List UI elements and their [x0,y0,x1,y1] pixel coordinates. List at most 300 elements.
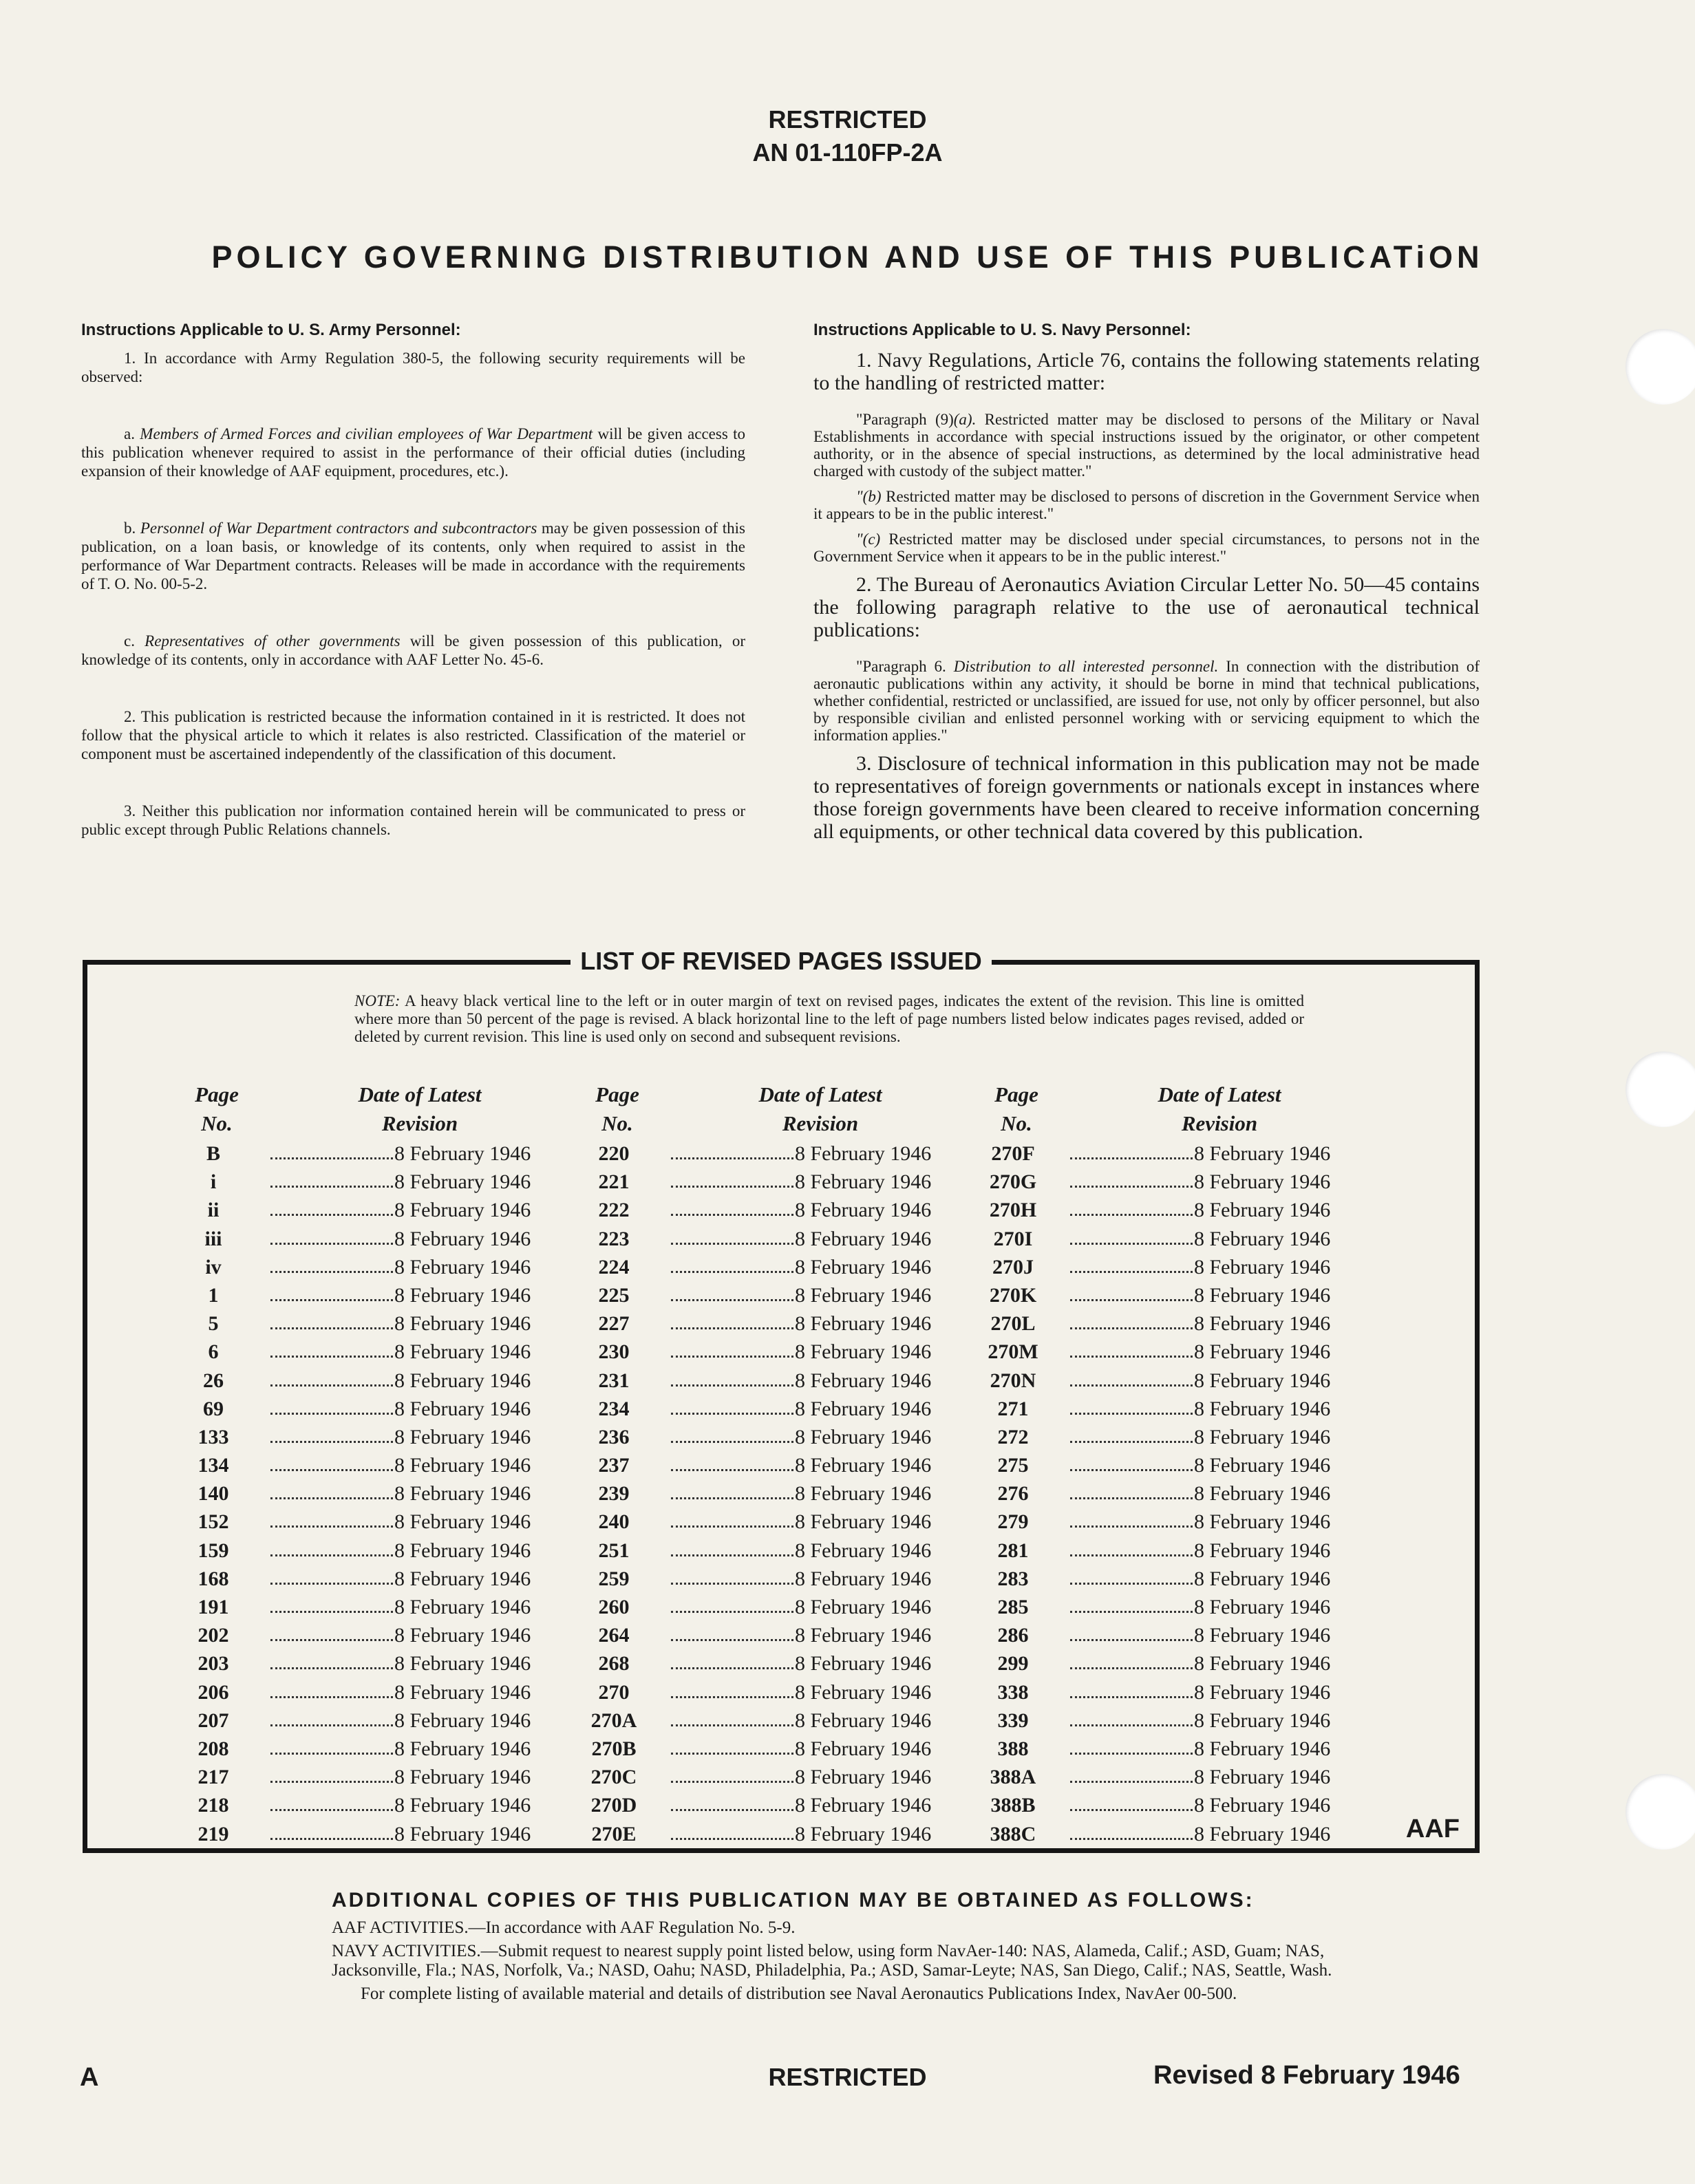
page-number: 230 [598,1340,630,1364]
revised-page-row [576,1621,961,1649]
revision-date: 8 February 1946 [795,1680,932,1704]
army-pb-rest: may be given possession of this publication, on a loan basis, or knowledge of its contents, only when required to assist in the performance of War Department contracts. Releases will be made in accordance with the requirements of T. O. No. 00-5-2. [81,520,745,592]
revised-page-row [975,1281,1361,1309]
navy-quote-9a [813,411,1480,480]
revision-date: 8 February 1946 [795,1737,932,1760]
dot-leader [270,1611,393,1613]
revised-page-row [576,1367,961,1395]
revised-page-row [576,1706,961,1735]
revised-page-row [975,1649,1361,1678]
revised-page-row [576,1168,961,1196]
page-header-line1: Page [195,1082,239,1106]
classification-footer: RESTRICTED [768,2063,927,2091]
revised-page-row [975,1338,1361,1366]
dot-leader [671,1214,793,1216]
army-paragraph-b [81,519,745,593]
revision-date: 8 February 1946 [394,1596,531,1618]
dot-leader [671,1271,793,1273]
page-no-header [975,1080,1058,1138]
dot-leader [270,1696,393,1698]
page-number: 281 [997,1539,1029,1562]
date-header-line2: Revision [782,1111,859,1135]
revised-page-row [175,1593,561,1621]
revised-page-row [975,1451,1361,1479]
page-no-header [175,1080,258,1138]
page-number: B [206,1142,220,1165]
revised-page-row [175,1537,561,1565]
revision-date: 8 February 1946 [795,1510,932,1534]
date-header-line2: Revision [381,1111,458,1135]
page-number: 218 [198,1794,229,1817]
revised-page-row [576,1196,961,1224]
revision-date: 8 February 1946 [795,1766,932,1789]
revision-date: 8 February 1946 [1194,1709,1331,1732]
revised-page-row [975,1593,1361,1621]
navy-activities: NAVY ACTIVITIES.—Submit request to nearest supply point listed below, using form NavAer-140: NAS, Alameda, Calif.; ASD, Guam; NAS, Jacksonville, Fla.; NAS, Norfolk, Va.; NASD, Oahu; NASD, Philadelphia, Pa.; ASD, Samar-Leyte; NAS, San Diego, Calif.; NAS, Seattle, Wash. [332,1942,1332,1980]
revision-date: 8 February 1946 [394,1142,531,1165]
page-number: 270F [991,1142,1035,1165]
additional-copies [332,1891,1364,2008]
classification-header: RESTRICTED [768,105,927,133]
revised-pages-box [83,947,1480,1853]
date-header [306,1080,533,1138]
page-number: 203 [198,1652,229,1676]
revision-date: 8 February 1946 [795,1596,932,1618]
dot-leader [270,1838,393,1840]
revision-date: 8 February 1946 [795,1454,932,1477]
revision-date: 8 February 1946 [1194,1142,1331,1165]
dot-leader [1070,1696,1193,1698]
page-number: 270D [590,1794,637,1817]
army-pa-italic: Members of Armed Forces and civilian employees of War Department [140,425,593,442]
page-number: 227 [598,1312,630,1336]
dot-leader [671,1299,793,1301]
revision-date: 8 February 1946 [394,1737,531,1760]
navy-instructions [813,321,1480,859]
revised-page-row [975,1395,1361,1423]
dot-leader [270,1667,393,1669]
dot-leader [671,1696,793,1698]
punch-hole [1625,1774,1695,1850]
page-number: 251 [598,1539,630,1562]
revision-date: 8 February 1946 [394,1199,531,1222]
army-pb-italic: Personnel of War Department contractors and subcontractors [140,520,537,537]
page-header [0,103,1695,169]
dot-leader [270,1356,393,1358]
navy-paragraph-1: 1. Navy Regulations, Article 76, contains the following statements relating to the handling of restricted matter: [813,349,1480,394]
revised-page-row [576,1820,961,1848]
page-number: ii [207,1199,220,1222]
revision-date: 8 February 1946 [394,1283,531,1307]
dot-leader [671,1157,793,1159]
dot-leader [671,1639,793,1641]
dot-leader [671,1724,793,1726]
navy-quote-6 [813,658,1480,744]
page-number: iv [205,1255,222,1278]
revision-date: 8 February 1946 [795,1482,932,1506]
revision-date: 8 February 1946 [1194,1397,1331,1420]
revised-page-row [175,1423,561,1451]
date-header [1106,1080,1333,1138]
page-number: 202 [198,1624,229,1647]
revised-page-row [576,1537,961,1565]
revision-date: 8 February 1946 [394,1425,531,1448]
dot-leader [1070,1497,1193,1499]
revised-page-row [576,1451,961,1479]
revised-page-row [975,1196,1361,1224]
revision-date: 8 February 1946 [1194,1624,1331,1647]
page-letter: A [80,2063,99,2092]
revised-page-row [576,1338,961,1366]
revised-page-row [175,1395,561,1423]
navy-quote-b [813,488,1480,522]
army-paragraph-1: 1. In accordance with Army Regulation 380-5, the following security requirements will be observed: [81,350,745,385]
revision-date: 8 February 1946 [795,1539,932,1562]
dot-leader [671,1583,793,1585]
dot-leader [270,1214,393,1216]
navy-q4-rest: In connection with the distribution of aeronautic publications within any activity, it should be borne in mind that technical publications, whether confidential, restricted or unclassified, are issued for use, not only by officer personnel, but also by responsible civilian and enlisted personnel working with or servicing equipment to which the information applies." [813,658,1480,744]
revised-page-row [175,1678,561,1706]
dot-leader [1070,1583,1193,1585]
dot-leader [1070,1724,1193,1726]
page-title: POLICY GOVERNING DISTRIBUTION AND USE OF THIS PUBLICATiON [211,239,1484,275]
navy-paragraph-2: 2. The Bureau of Aeronautics Aviation Circular Letter No. 50—45 contains the following paragraph relative to the use of aeronautical technical publications: [813,573,1480,641]
revised-column-header [175,1080,561,1139]
page-number: 338 [997,1680,1029,1704]
revision-date: 8 February 1946 [394,1369,531,1392]
revision-date: 8 February 1946 [1194,1567,1331,1590]
page-number: 270G [989,1170,1037,1194]
page-number: 388A [990,1766,1036,1789]
dot-leader [671,1356,793,1358]
revised-page-row [175,1763,561,1791]
page-number: 221 [598,1170,630,1194]
page-number: 159 [198,1539,229,1562]
revised-page-row [975,1537,1361,1565]
additional-heading: ADDITIONAL COPIES OF THIS PUBLICATION MAY BE OBTAINED AS FOLLOWS: [332,1889,1255,1912]
dot-leader [270,1497,393,1499]
dot-leader [671,1781,793,1783]
revised-page-row [975,1621,1361,1649]
page-number: 270A [590,1709,637,1732]
date-header-line1: Date of Latest [758,1082,882,1106]
revision-date: 8 February 1946 [795,1709,932,1732]
dot-leader [270,1753,393,1755]
revised-page-row [975,1763,1361,1791]
dot-leader [270,1299,393,1301]
dot-leader [1070,1327,1193,1329]
revision-date: 8 February 1946 [1194,1170,1331,1194]
punch-hole [1625,1051,1695,1127]
page-number: 271 [997,1397,1029,1420]
dot-leader [671,1611,793,1613]
revision-date: 8 February 1946 [795,1312,932,1336]
revised-page-row [975,1367,1361,1395]
dot-leader [671,1469,793,1471]
revised-page-row [576,1139,961,1168]
dot-leader [671,1525,793,1528]
revised-page-row [576,1395,961,1423]
dot-leader [270,1525,393,1528]
revision-date: 8 February 1946 [394,1680,531,1704]
page-number: 270L [990,1312,1036,1336]
revision-date: 8 February 1946 [795,1142,932,1165]
army-instructions [81,321,745,877]
dot-leader [270,1157,393,1159]
revision-date: 8 February 1946 [394,1340,531,1364]
revision-date: 8 February 1946 [1194,1340,1331,1364]
revision-date: 8 February 1946 [394,1822,531,1845]
revision-date: 8 February 1946 [394,1312,531,1336]
page-number: 206 [198,1680,229,1704]
revision-date: 8 February 1946 [1194,1482,1331,1506]
note-label: NOTE: [354,992,401,1009]
revised-page-row [576,1253,961,1281]
revised-page-row [975,1565,1361,1593]
complete-listing: For complete listing of available material and details of distribution see Naval Aeronautics Publications Index, NavAer 00-500. [361,1984,1237,2003]
revised-page-row [975,1139,1361,1168]
revised-page-row [175,1735,561,1763]
page-header-line2: No. [201,1111,233,1135]
page-number: 388 [997,1737,1029,1760]
dot-leader [1070,1554,1193,1556]
page-no-header [576,1080,659,1138]
revised-page-row [175,1253,561,1281]
revision-date: 8 February 1946 [795,1397,932,1420]
aaf-mark: AAF [1405,1814,1460,1843]
page-number: 224 [598,1255,630,1278]
page-number: 191 [198,1596,229,1618]
revised-page-row [975,1791,1361,1819]
page-number: 140 [198,1482,229,1506]
page-number: 239 [598,1482,630,1506]
dot-leader [1070,1525,1193,1528]
revision-date: 8 February 1946 [394,1766,531,1789]
revised-page-row [576,1565,961,1593]
dot-leader [1070,1157,1193,1159]
dot-leader [270,1384,393,1387]
revised-page-row [975,1820,1361,1848]
revision-date: 8 February 1946 [1194,1454,1331,1477]
revised-page-row [975,1423,1361,1451]
page-number: 6 [208,1340,219,1364]
revised-page-row [175,1508,561,1536]
army-paragraph-c [81,632,745,669]
revision-date: 8 February 1946 [795,1340,932,1364]
revision-date: 8 February 1946 [394,1227,531,1250]
page-number: 270J [992,1255,1034,1278]
dot-leader [671,1243,793,1245]
dot-leader [270,1554,393,1556]
revised-page-row [576,1508,961,1536]
revision-date: 8 February 1946 [394,1510,531,1534]
dot-leader [1070,1271,1193,1273]
army-pb-label: b. [124,520,140,537]
page-number: 168 [198,1567,229,1590]
page-number: 270 [598,1680,630,1704]
army-paragraph-3: 3. Neither this publication nor information contained herein will be communicated to press or public except through Public Relations channels. [81,802,745,838]
dot-leader [671,1186,793,1188]
dot-leader [270,1186,393,1188]
dot-leader [270,1809,393,1811]
page-number: 237 [598,1454,630,1477]
revision-date: 8 February 1946 [1194,1369,1331,1392]
page-number: 270C [590,1766,637,1789]
revision-date: 8 February 1946 [795,1652,932,1676]
dot-leader [1070,1667,1193,1669]
revision-date: 8 February 1946 [1194,1425,1331,1448]
navy-q3-rest: Restricted matter may be disclosed under special circumstances, to persons not in the Government Service when it appears to be in the public interest." [813,531,1480,565]
revised-page-row [175,1196,561,1224]
dot-leader [270,1583,393,1585]
revised-page-row [576,1423,961,1451]
revision-date: 8 February 1946 [1194,1539,1331,1562]
revised-page-row [175,1649,561,1678]
revision-date: 8 February 1946 [1194,1255,1331,1278]
revision-date: 8 February 1946 [1194,1312,1331,1336]
revision-date: 8 February 1946 [795,1822,932,1845]
dot-leader [270,1781,393,1783]
page-number: 276 [997,1482,1029,1506]
page-number: 264 [598,1624,630,1647]
page-number: 69 [203,1397,224,1420]
dot-leader [671,1413,793,1415]
revision-date: 8 February 1946 [1194,1227,1331,1250]
revised-page-row [175,1139,561,1168]
dot-leader [270,1243,393,1245]
revision-date: 8 February 1946 [394,1255,531,1278]
page-number: 231 [598,1369,630,1392]
page-number: 26 [203,1369,224,1392]
page-number: 299 [997,1652,1029,1676]
dot-leader [1070,1243,1193,1245]
revision-date: 8 February 1946 [795,1170,932,1194]
dot-leader [270,1724,393,1726]
revision-date: 8 February 1946 [795,1567,932,1590]
dot-leader [1070,1299,1193,1301]
page-number: 388C [990,1822,1036,1845]
dot-leader [1070,1753,1193,1755]
page-number: 270N [990,1369,1036,1392]
revision-date: 8 February 1946 [1194,1652,1331,1676]
date-header [707,1080,934,1138]
revision-date: 8 February 1946 [795,1199,932,1222]
page-header-line2: No. [1001,1111,1032,1135]
page-number: 270M [988,1340,1038,1364]
page-header-line2: No. [601,1111,633,1135]
page-number: 236 [598,1425,630,1448]
dot-leader [671,1753,793,1755]
revision-date: 8 February 1946 [1194,1737,1331,1760]
page-number: 270K [989,1283,1037,1307]
revised-page-row [175,1338,561,1366]
revised-page-row [576,1678,961,1706]
page-number: 223 [598,1227,630,1250]
revised-column-1 [175,1080,561,1848]
revised-page-row [975,1309,1361,1338]
revision-date: 8 February 1946 [394,1482,531,1506]
dot-leader [671,1384,793,1387]
note-text: A heavy black vertical line to the left or in outer margin of text on revised pages, indicates the extent of the revision. This line is omitted where more than 50 percent of the page is revised. A black horizontal line to the left of page numbers listed below indicates pages revised, added or deleted by current revision. This line is used only on second and subsequent revisions. [354,992,1304,1045]
revision-date: 8 February 1946 [394,1709,531,1732]
revised-page-row [175,1565,561,1593]
navy-quote-c [813,531,1480,565]
dot-leader [1070,1186,1193,1188]
page-number: 270H [989,1199,1037,1222]
revision-date: 8 February 1946 [795,1624,932,1647]
revised-column-3 [975,1080,1361,1848]
navy-q3-italic: "(c) [856,531,881,548]
revision-date: 8 February 1946 [394,1170,531,1194]
revised-page-row [975,1678,1361,1706]
aaf-activities: AAF ACTIVITIES.—In accordance with AAF Regulation No. 5-9. [332,1918,796,1937]
army-pc-italic: Representatives of other governments [145,632,401,650]
page-number: 240 [598,1510,630,1534]
page-number: 220 [598,1142,630,1165]
dot-leader [1070,1469,1193,1471]
revision-date: 8 February 1946 [795,1255,932,1278]
revised-page-row [975,1508,1361,1536]
dot-leader [1070,1639,1193,1641]
dot-leader [671,1667,793,1669]
revision-date-footer: Revised 8 February 1946 [1153,2061,1460,2090]
revised-page-row [975,1225,1361,1253]
dot-leader [671,1441,793,1443]
revision-date: 8 February 1946 [394,1454,531,1477]
revision-date: 8 February 1946 [1194,1596,1331,1618]
dot-leader [1070,1384,1193,1387]
page-number: i [210,1170,217,1194]
page-number: 133 [198,1425,229,1448]
revised-page-row [175,1820,561,1848]
navy-q2-italic: "(b) [856,488,882,505]
revised-page-row [975,1735,1361,1763]
revision-date: 8 February 1946 [795,1425,932,1448]
date-header-line1: Date of Latest [358,1082,482,1106]
revised-page-row [576,1593,961,1621]
page-number: 207 [198,1709,229,1732]
revision-date: 8 February 1946 [1194,1822,1331,1845]
dot-leader [1070,1838,1193,1840]
page-number: 286 [997,1624,1029,1647]
revised-page-row [975,1168,1361,1196]
revised-page-row [175,1479,561,1508]
revision-date: 8 February 1946 [1194,1680,1331,1704]
revision-date: 8 February 1946 [1194,1794,1331,1817]
navy-heading: Instructions Applicable to U. S. Navy Personnel: [813,321,1191,339]
page-number: 1 [208,1283,219,1307]
page-number: 208 [198,1737,229,1760]
page-number: 222 [598,1199,630,1222]
revised-page-row [175,1791,561,1819]
dot-leader [1070,1413,1193,1415]
revised-page-row [175,1309,561,1338]
page-number: 260 [598,1596,630,1618]
dot-leader [1070,1611,1193,1613]
page-number: 270B [591,1737,637,1760]
page-number: 275 [997,1454,1029,1477]
revision-date: 8 February 1946 [795,1283,932,1307]
navy-q1-open: "Paragraph (9) [856,411,954,428]
revised-pages-title: LIST OF REVISED PAGES ISSUED [571,947,991,975]
revised-page-row [576,1791,961,1819]
page-header-line1: Page [994,1082,1038,1106]
page-number: 259 [598,1567,630,1590]
revised-page-row [175,1225,561,1253]
page-number: 272 [997,1425,1029,1448]
dot-leader [1070,1781,1193,1783]
revised-page-row [576,1281,961,1309]
